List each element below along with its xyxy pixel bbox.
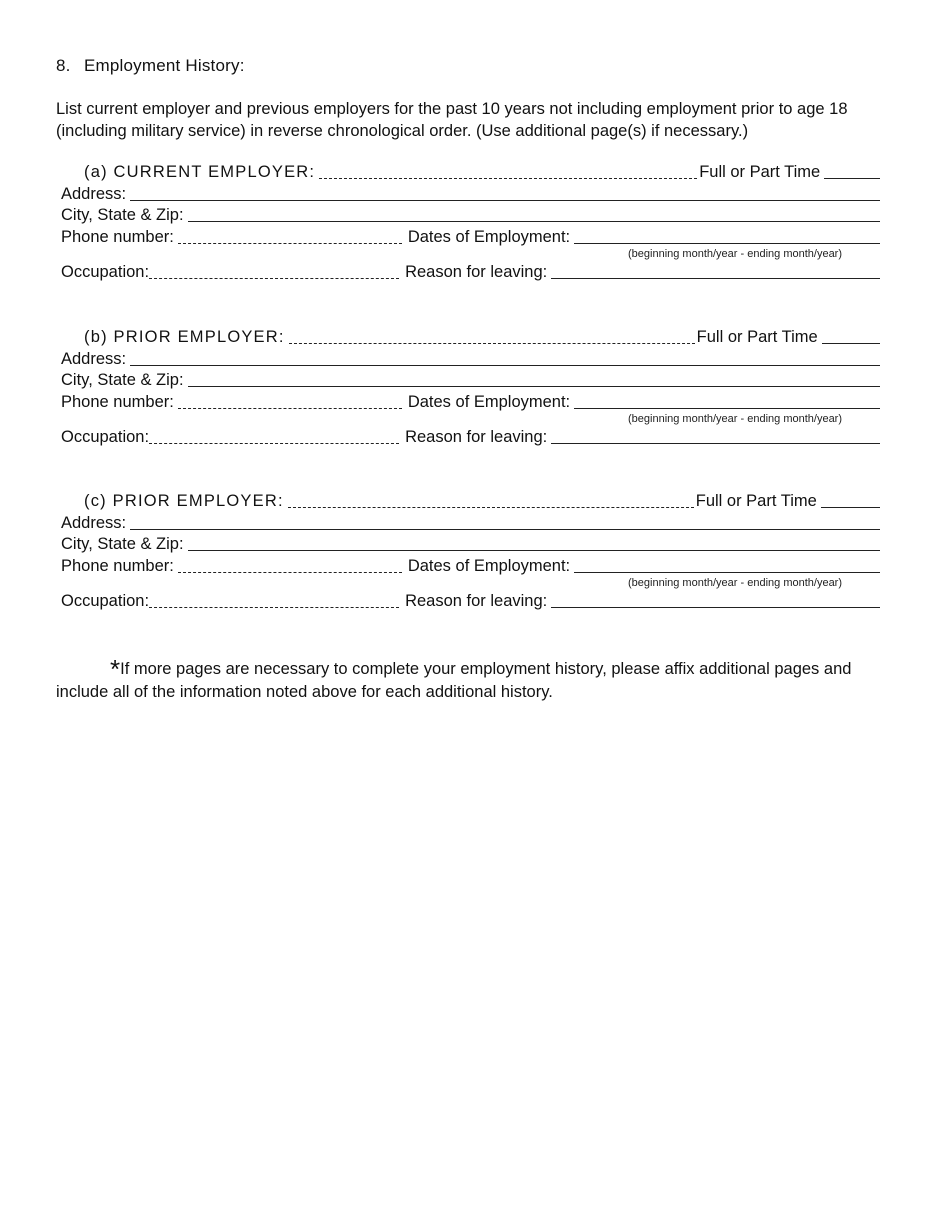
full-part-label: Full or Part Time <box>699 163 821 181</box>
occupation-label: Occupation: <box>61 263 150 281</box>
asterisk: * <box>110 654 121 684</box>
phone-label: Phone number: <box>61 228 174 246</box>
dates-field[interactable] <box>574 572 880 573</box>
dates-note: (beginning month/year - ending month/year) <box>628 413 843 425</box>
dates-field[interactable] <box>574 408 880 409</box>
dates-label: Dates of Employment: <box>407 557 571 575</box>
address-field[interactable] <box>130 529 880 530</box>
section-number: 8. <box>56 56 71 75</box>
employer-title: (c) PRIOR EMPLOYER: <box>84 492 284 510</box>
dates-label: Dates of Employment: <box>407 228 571 246</box>
occupation-field[interactable] <box>149 443 399 444</box>
full-part-field[interactable] <box>821 507 880 508</box>
dates-note: (beginning month/year - ending month/year) <box>628 248 843 260</box>
reason-field[interactable] <box>551 278 880 279</box>
full-part-field[interactable] <box>822 343 880 344</box>
phone-label: Phone number: <box>61 393 174 411</box>
city-state-zip-label: City, State & Zip: <box>61 535 184 553</box>
reason-field[interactable] <box>551 607 880 608</box>
reason-label: Reason for leaving: <box>405 263 548 281</box>
address-field[interactable] <box>130 365 880 366</box>
instructions-text: List current employer and previous employers for the past 10 years not including employment prior to age 18 (including military service) in reverse chronological order. (Use additional page(s) if necessary.) <box>56 100 848 140</box>
city-state-zip-label: City, State & Zip: <box>61 206 184 224</box>
section-title: Employment History: <box>84 56 245 75</box>
reason-field[interactable] <box>551 443 880 444</box>
full-part-label: Full or Part Time <box>695 492 817 510</box>
phone-field[interactable] <box>178 408 402 409</box>
occupation-field[interactable] <box>149 278 399 279</box>
dates-label: Dates of Employment: <box>407 393 571 411</box>
address-field[interactable] <box>130 200 880 201</box>
reason-label: Reason for leaving: <box>405 428 548 446</box>
dates-note: (beginning month/year - ending month/year) <box>628 577 843 589</box>
employer-name-field[interactable] <box>288 507 694 508</box>
employer-title: (b) PRIOR EMPLOYER: <box>84 328 285 346</box>
occupation-label: Occupation: <box>61 592 150 610</box>
employer-section-a <box>56 160 886 281</box>
phone-label: Phone number: <box>61 557 174 575</box>
occupation-field[interactable] <box>149 607 399 608</box>
phone-field[interactable] <box>178 243 402 244</box>
employer-title: (a) CURRENT EMPLOYER: <box>84 163 316 181</box>
phone-field[interactable] <box>178 572 402 573</box>
city-state-zip-field[interactable] <box>188 550 880 551</box>
address-label: Address: <box>61 185 127 203</box>
address-label: Address: <box>61 514 127 532</box>
footer-note-text: If more pages are necessary to complete your employment history, please affix additional pages and include all of the information noted above for each additional history. <box>56 660 852 701</box>
employer-section-b <box>56 325 886 446</box>
city-state-zip-field[interactable] <box>188 221 880 222</box>
employer-name-field[interactable] <box>289 343 695 344</box>
employer-name-field[interactable] <box>319 178 697 179</box>
section-heading <box>56 56 245 76</box>
employer-section-c <box>56 489 886 610</box>
dates-field[interactable] <box>574 243 880 244</box>
full-part-field[interactable] <box>824 178 880 179</box>
city-state-zip-label: City, State & Zip: <box>61 371 184 389</box>
full-part-label: Full or Part Time <box>696 328 818 346</box>
city-state-zip-field[interactable] <box>188 386 880 387</box>
address-label: Address: <box>61 350 127 368</box>
occupation-label: Occupation: <box>61 428 150 446</box>
footer-note <box>56 654 886 704</box>
reason-label: Reason for leaving: <box>405 592 548 610</box>
